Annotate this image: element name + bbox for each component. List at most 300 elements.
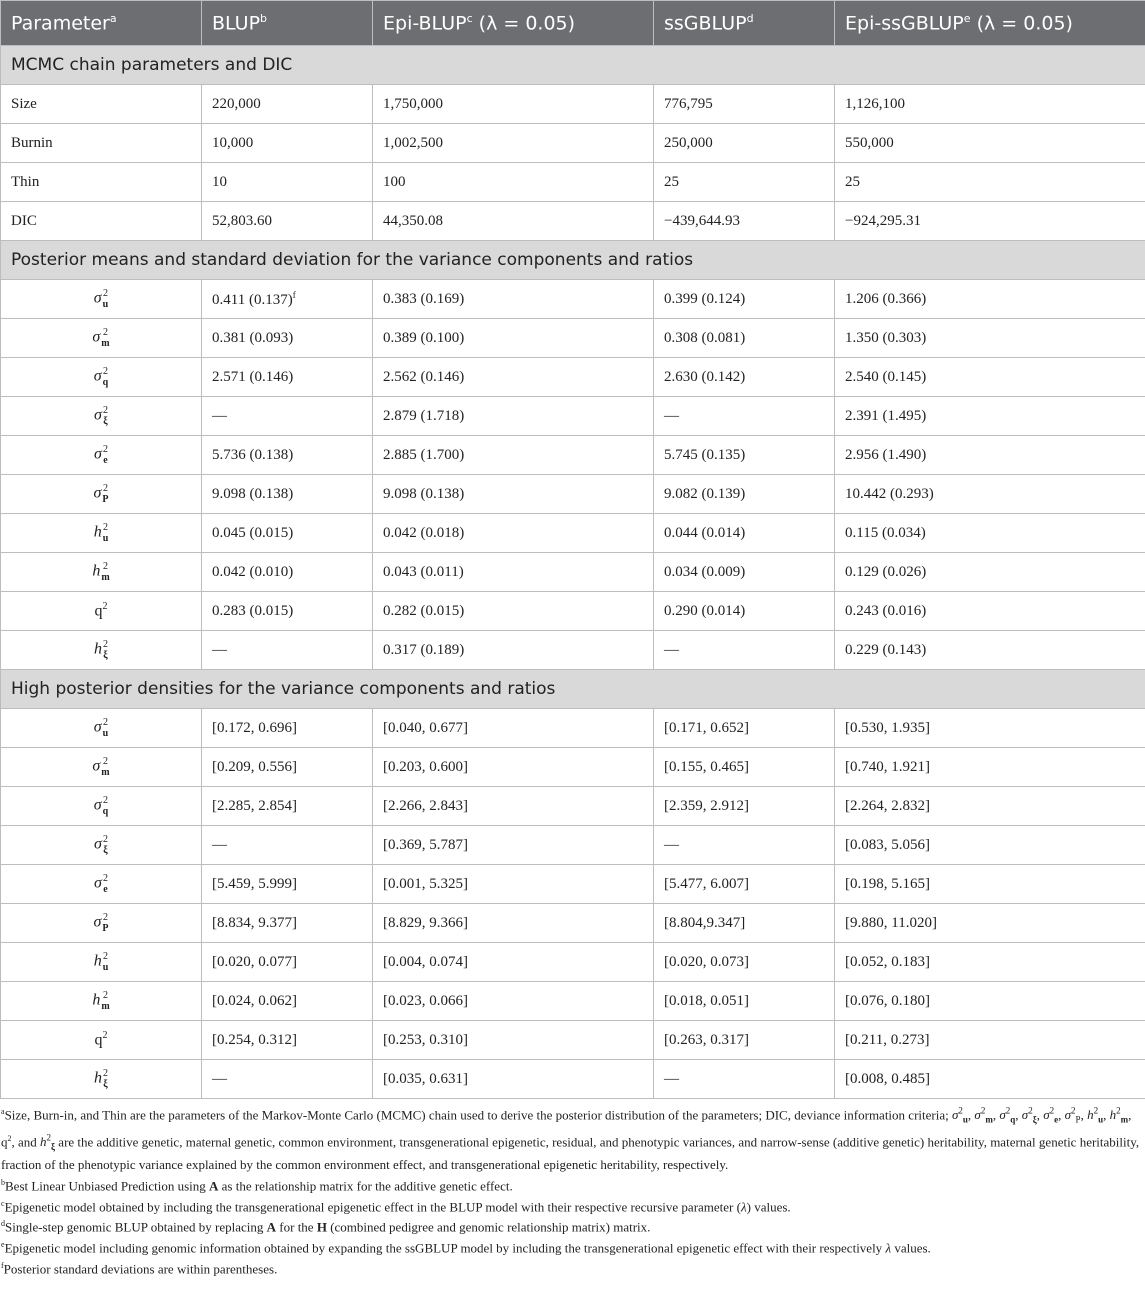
value-cell	[373, 124, 654, 163]
value-cell	[654, 514, 835, 553]
value-cell	[202, 592, 373, 631]
parameter-symbol-cell	[1, 475, 202, 514]
value-cell	[835, 787, 1145, 826]
value-cell	[373, 592, 654, 631]
symbol-superscript: 2	[103, 1068, 108, 1079]
column-header-footnote-mark: b	[260, 11, 268, 25]
footnote-e: $^e$Epigenetic model including genomic information obtained by expanding the ssGBLUP model by including the transgenerational epigenetic effect with their respectively λ values.	[1, 1240, 931, 1256]
parameter-symbol-cell	[1, 1060, 202, 1099]
value-cell	[202, 631, 373, 670]
symbol-superscript: 2	[102, 327, 108, 338]
parameter-symbol	[92, 327, 109, 349]
value-text: 2.630 (0.142)	[664, 368, 746, 385]
value-cell	[373, 358, 654, 397]
symbol-superscript: 2	[102, 717, 108, 728]
value-cell	[654, 85, 835, 124]
value-text: 25	[664, 173, 679, 190]
symbol-subscript: P	[102, 923, 109, 934]
symbol-base: q	[94, 602, 103, 620]
value-text: [9.880, 11.020]	[845, 914, 937, 931]
column-header	[202, 1, 373, 46]
symbol-subscript: m	[101, 572, 110, 583]
footnotes	[0, 1099, 1145, 1278]
section-title: High posterior densities for the variance components and ratios	[1, 670, 1145, 709]
value-cell	[835, 1060, 1145, 1099]
value-text: [0.211, 0.273]	[845, 1031, 930, 1048]
value-cell	[373, 904, 654, 943]
symbol-subscript: ξ	[103, 416, 108, 427]
table-row	[1, 475, 1145, 514]
value-text: [2.264, 2.832]	[845, 797, 930, 814]
value-text: [0.024, 0.062]	[212, 992, 297, 1009]
column-header-footnote-mark: d	[746, 11, 754, 25]
value-cell	[654, 163, 835, 202]
value-cell	[835, 826, 1145, 865]
footnote-a: $^a$Size, Burn-in, and Thin are the parameters of the Markov-Monte Carlo (MCMC) chain used to derive the posterior distribution of the parameters; DIC, deviance information criteria; $\sigma^2_u$, $\sigma^2_m$, $\sigma^2_q$, $\sigma^2_\xi$, $\sigma^2_e$, $\sigma^2_P$, $h^2_u$, $h^2_m$, $q^2$, and $h^2_\xi$ are the additive genetic, maternal genetic, common environment, transgenerational epigenetic, residual, and phenotypic variances, and narrow-sense (additive genetic) heritability, maternal genetic heritability, fraction of the phenotypic variance explained by the common environment effect, and transgenerational epigenetic heritability, respectively.	[1, 1106, 1140, 1173]
value-cell	[373, 202, 654, 241]
symbol-superscript: 2	[103, 522, 108, 533]
value-cell	[654, 943, 835, 982]
parameter-symbol	[94, 951, 109, 973]
value-text: 0.383 (0.169)	[383, 290, 465, 307]
value-text: [0.172, 0.696]	[212, 719, 297, 736]
value-cell	[202, 436, 373, 475]
value-cell	[202, 943, 373, 982]
symbol-superscript: 2	[102, 601, 108, 613]
parameter-symbol-cell	[1, 709, 202, 748]
value-cell	[202, 280, 373, 319]
column-header-label: ssGBLUP	[664, 12, 747, 35]
column-header-footnote-mark: c	[466, 11, 473, 25]
table-row	[1, 553, 1145, 592]
symbol-base: σ	[93, 367, 102, 385]
parameter-symbol-cell	[1, 982, 202, 1021]
table-row	[1, 826, 1145, 865]
value-text: [8.804,9.347]	[664, 914, 746, 931]
symbol-base: σ	[93, 718, 102, 736]
parameter-symbol	[94, 717, 108, 739]
value-cell	[202, 709, 373, 748]
parameter-symbol-cell	[1, 904, 202, 943]
value-cell	[373, 553, 654, 592]
section-header-row	[1, 46, 1145, 85]
symbol-base: σ	[94, 874, 102, 892]
value-cell	[373, 982, 654, 1021]
column-header-label: Parameter	[11, 12, 110, 35]
value-text: 2.956 (1.490)	[845, 446, 927, 463]
value-cell	[835, 319, 1145, 358]
value-cell	[373, 631, 654, 670]
value-text: 5.736 (0.138)	[212, 446, 294, 463]
value-text: 2.391 (1.495)	[845, 407, 927, 424]
symbol-subscript: u	[102, 299, 109, 310]
value-text: [8.834, 9.377]	[212, 914, 297, 931]
symbol-superscript: 2	[103, 639, 108, 650]
value-cell	[654, 202, 835, 241]
value-cell	[202, 748, 373, 787]
value-cell	[835, 709, 1145, 748]
value-text: [0.018, 0.051]	[664, 992, 749, 1009]
value-cell	[654, 865, 835, 904]
symbol-base: h	[92, 562, 101, 580]
parameter-symbol-cell	[1, 631, 202, 670]
table-row	[1, 202, 1145, 241]
value-text: 2.879 (1.718)	[383, 407, 465, 424]
table-row	[1, 397, 1145, 436]
value-text: 0.042 (0.010)	[212, 563, 294, 580]
value-text: [8.829, 9.366]	[383, 914, 468, 931]
value-cell	[835, 475, 1145, 514]
value-cell	[835, 514, 1145, 553]
value-cell	[373, 748, 654, 787]
value-cell	[373, 826, 654, 865]
value-text: 0.290 (0.014)	[664, 602, 746, 619]
column-header	[1, 1, 202, 46]
value-text: [5.459, 5.999]	[212, 875, 297, 892]
parameter-symbol	[94, 522, 109, 544]
parameter-symbol-cell	[1, 592, 202, 631]
footnote-mark: f	[292, 289, 296, 300]
value-text: 0.399 (0.124)	[664, 290, 746, 307]
table-row	[1, 709, 1145, 748]
symbol-superscript: 2	[102, 1030, 108, 1042]
value-cell	[654, 280, 835, 319]
table-body	[1, 46, 1145, 1099]
parameter-symbol	[95, 601, 108, 620]
parameter-symbol-cell	[1, 865, 202, 904]
parameter-symbol	[94, 444, 108, 466]
table-row	[1, 85, 1145, 124]
symbol-superscript: 2	[103, 951, 108, 962]
parameter-symbol-cell	[1, 553, 202, 592]
value-text: 0.034 (0.009)	[664, 563, 746, 580]
value-cell	[835, 904, 1145, 943]
value-text: 9.098 (0.138)	[383, 485, 465, 502]
symbol-superscript: 2	[102, 912, 108, 923]
value-text: [0.040, 0.677]	[383, 719, 468, 736]
value-cell	[654, 475, 835, 514]
column-header-footnote-mark: a	[109, 11, 117, 25]
value-cell	[202, 1060, 373, 1099]
parameter-symbol	[94, 873, 108, 895]
value-text: 0.042 (0.018)	[383, 524, 465, 541]
footnote-b: $^b$Best Linear Unbiased Prediction using A as the relationship matrix for the additive genetic effect.	[1, 1177, 513, 1193]
symbol-base: σ	[93, 796, 102, 814]
symbol-subscript: m	[101, 767, 110, 778]
table-row	[1, 982, 1145, 1021]
value-cell	[202, 865, 373, 904]
column-header-label: BLUP	[212, 12, 261, 35]
value-text: 0.043 (0.011)	[383, 563, 464, 580]
value-text: —	[664, 836, 679, 853]
parameter-symbol	[94, 366, 108, 388]
value-cell	[835, 202, 1145, 241]
value-cell	[373, 514, 654, 553]
parameter-symbol-cell	[1, 1021, 202, 1060]
symbol-superscript: 2	[102, 405, 108, 416]
symbol-base: σ	[94, 445, 102, 463]
value-cell	[835, 748, 1145, 787]
footnote-c: $^c$Epigenetic model obtained by including the transgenerational epigenetic effect in the BLUP model with their respective recursive parameter (λ) values.	[1, 1198, 791, 1214]
value-text: [2.359, 2.912]	[664, 797, 749, 814]
value-text: −924,295.31	[845, 212, 921, 229]
value-cell	[654, 709, 835, 748]
parameter-symbol	[94, 639, 108, 661]
value-text: [0.008, 0.485]	[845, 1070, 930, 1087]
value-text: 2.571 (0.146)	[212, 368, 294, 385]
value-text: [5.477, 6.007]	[664, 875, 749, 892]
parameter-symbol	[94, 288, 108, 310]
value-cell	[202, 904, 373, 943]
table-row	[1, 865, 1145, 904]
value-text: 10.442 (0.293)	[845, 485, 934, 502]
value-text: [2.266, 2.843]	[383, 797, 468, 814]
table-row	[1, 514, 1145, 553]
symbol-subscript: q	[102, 806, 109, 817]
value-cell	[654, 397, 835, 436]
symbol-superscript: 2	[102, 444, 108, 455]
value-text: 10,000	[212, 134, 254, 151]
symbol-subscript: ξ	[103, 1079, 108, 1090]
value-text: 0.115 (0.034)	[845, 524, 926, 541]
value-text: 0.389 (0.100)	[383, 329, 465, 346]
symbol-base: σ	[93, 484, 102, 502]
value-cell	[202, 826, 373, 865]
symbol-base: q	[94, 1031, 103, 1049]
parameter-symbol-cell	[1, 280, 202, 319]
parameter-symbol-cell	[1, 826, 202, 865]
symbol-superscript: 2	[102, 366, 108, 377]
parameter-symbol-cell	[1, 748, 202, 787]
value-cell	[654, 748, 835, 787]
symbol-base: σ	[94, 835, 102, 853]
table-row	[1, 904, 1145, 943]
value-cell	[373, 709, 654, 748]
value-text: [0.023, 0.066]	[383, 992, 468, 1009]
value-cell	[835, 85, 1145, 124]
value-text: 0.411 (0.137)	[212, 291, 293, 308]
value-text: [0.209, 0.556]	[212, 758, 297, 775]
value-cell	[373, 475, 654, 514]
symbol-base: h	[94, 640, 102, 658]
value-text: [0.155, 0.465]	[664, 758, 749, 775]
section-title: MCMC chain parameters and DIC	[1, 46, 1145, 85]
value-text: 2.885 (1.700)	[383, 446, 465, 463]
column-header-label: Epi-ssGBLUP	[845, 12, 964, 35]
parameter-symbol	[94, 834, 108, 856]
value-text: 9.098 (0.138)	[212, 485, 294, 502]
column-header	[373, 1, 654, 46]
table-row	[1, 163, 1145, 202]
value-cell	[654, 1060, 835, 1099]
value-text: [0.020, 0.077]	[212, 953, 297, 970]
value-cell	[202, 982, 373, 1021]
parameter-symbol	[94, 405, 108, 427]
value-cell	[202, 514, 373, 553]
parameter-symbol-cell	[1, 787, 202, 826]
value-cell	[373, 436, 654, 475]
value-cell	[373, 85, 654, 124]
value-cell	[373, 1060, 654, 1099]
header-row	[1, 1, 1145, 46]
value-cell	[654, 826, 835, 865]
value-text: —	[212, 407, 227, 424]
value-text: 0.229 (0.143)	[845, 641, 927, 658]
symbol-subscript: m	[101, 338, 110, 349]
value-text: 0.045 (0.015)	[212, 524, 294, 541]
symbol-superscript: 2	[102, 795, 108, 806]
value-cell	[202, 1021, 373, 1060]
value-cell	[835, 982, 1145, 1021]
symbol-superscript: 2	[102, 834, 108, 845]
parameter-symbol	[92, 756, 109, 778]
value-text: −439,644.93	[664, 212, 740, 229]
value-cell	[202, 319, 373, 358]
value-cell	[373, 319, 654, 358]
table-row	[1, 1021, 1145, 1060]
value-text: [0.203, 0.600]	[383, 758, 468, 775]
section-header-row	[1, 241, 1145, 280]
symbol-subscript: q	[102, 377, 109, 388]
value-text: 550,000	[845, 134, 894, 151]
value-cell	[202, 358, 373, 397]
value-cell	[202, 475, 373, 514]
parameter-symbol	[94, 1068, 108, 1090]
value-text: 0.044 (0.014)	[664, 524, 746, 541]
value-cell	[202, 124, 373, 163]
symbol-subscript: ξ	[103, 845, 108, 856]
value-text: 44,350.08	[383, 212, 443, 229]
value-cell	[202, 397, 373, 436]
value-text: —	[212, 641, 227, 658]
value-cell	[835, 124, 1145, 163]
parameter-symbol	[94, 912, 109, 934]
symbol-subscript: u	[102, 728, 109, 739]
value-text: 2.562 (0.146)	[383, 368, 465, 385]
value-text: [0.171, 0.652]	[664, 719, 749, 736]
value-text: 220,000	[212, 95, 261, 112]
symbol-base: h	[92, 991, 101, 1009]
value-text: [0.083, 5.056]	[845, 836, 930, 853]
value-text: 1.350 (0.303)	[845, 329, 927, 346]
section-title: Posterior means and standard deviation for the variance components and ratios	[1, 241, 1145, 280]
value-text: 10	[212, 173, 227, 190]
parameter-symbol	[94, 795, 108, 817]
parameter-cell: Thin	[1, 163, 202, 202]
value-cell	[654, 124, 835, 163]
parameter-symbol-cell	[1, 514, 202, 553]
value-text: [0.076, 0.180]	[845, 992, 930, 1009]
value-cell	[654, 904, 835, 943]
value-text: 0.129 (0.026)	[845, 563, 927, 580]
symbol-subscript: u	[102, 962, 109, 973]
footnote-d: $^d$Single-step genomic BLUP obtained by replacing A for the H (combined pedigree and genomic relationship matrix) matrix.	[1, 1219, 651, 1235]
value-cell	[835, 943, 1145, 982]
value-cell	[835, 163, 1145, 202]
column-header-footnote-mark: e	[963, 11, 971, 25]
value-text: 2.540 (0.145)	[845, 368, 927, 385]
table-row	[1, 124, 1145, 163]
symbol-subscript: P	[102, 494, 109, 505]
parameter-cell: Size	[1, 85, 202, 124]
value-text: 1,126,100	[845, 95, 905, 112]
value-cell	[373, 280, 654, 319]
symbol-superscript: 2	[102, 756, 108, 767]
value-text: 9.082 (0.139)	[664, 485, 746, 502]
parameter-symbol-cell	[1, 397, 202, 436]
value-cell	[373, 943, 654, 982]
value-text: —	[212, 836, 227, 853]
footnote-f: $^f$Posterior standard deviations are within parentheses.	[1, 1261, 278, 1277]
column-header	[654, 1, 835, 46]
symbol-base: σ	[92, 328, 101, 346]
value-text: [0.530, 1.935]	[845, 719, 930, 736]
symbol-superscript: 2	[102, 873, 108, 884]
parameter-symbol	[95, 1030, 108, 1049]
symbol-subscript: ξ	[103, 650, 108, 661]
value-cell	[835, 358, 1145, 397]
value-text: 0.308 (0.081)	[664, 329, 746, 346]
value-text: [0.035, 0.631]	[383, 1070, 468, 1087]
value-text: —	[212, 1070, 227, 1087]
table-row	[1, 319, 1145, 358]
value-text: [0.052, 0.183]	[845, 953, 930, 970]
value-text: [0.198, 5.165]	[845, 875, 930, 892]
value-cell	[373, 865, 654, 904]
parameter-symbol	[92, 561, 109, 583]
symbol-subscript: m	[101, 1001, 110, 1012]
value-cell	[202, 787, 373, 826]
value-text: —	[664, 641, 679, 658]
value-text: 0.381 (0.093)	[212, 329, 294, 346]
value-cell	[373, 397, 654, 436]
value-text: 100	[383, 173, 406, 190]
value-cell	[835, 436, 1145, 475]
value-cell	[835, 553, 1145, 592]
symbol-superscript: 2	[103, 990, 108, 1001]
value-cell	[373, 163, 654, 202]
parameter-symbol	[94, 483, 109, 505]
value-text: [0.253, 0.310]	[383, 1031, 468, 1048]
value-text: [0.369, 5.787]	[383, 836, 468, 853]
value-cell	[835, 397, 1145, 436]
column-header-lambda: (λ = 0.05)	[472, 12, 576, 35]
value-cell	[373, 1021, 654, 1060]
value-text: [0.740, 1.921]	[845, 758, 930, 775]
value-text: —	[664, 1070, 679, 1087]
value-text: 5.745 (0.135)	[664, 446, 746, 463]
value-cell	[654, 982, 835, 1021]
parameter-symbol-cell	[1, 943, 202, 982]
value-cell	[835, 1021, 1145, 1060]
parameter-symbol-cell	[1, 436, 202, 475]
column-header-label: Epi-BLUP	[383, 12, 467, 35]
value-text: 1,002,500	[383, 134, 443, 151]
value-cell	[654, 631, 835, 670]
symbol-superscript: 2	[102, 288, 108, 299]
symbol-base: σ	[92, 757, 101, 775]
value-text: [0.263, 0.317]	[664, 1031, 749, 1048]
column-header-lambda: (λ = 0.05)	[970, 12, 1073, 35]
value-text: 0.317 (0.189)	[383, 641, 465, 658]
value-cell	[654, 358, 835, 397]
value-cell	[202, 163, 373, 202]
parameter-symbol	[92, 990, 109, 1012]
table-row	[1, 358, 1145, 397]
table-row	[1, 787, 1145, 826]
value-cell	[835, 592, 1145, 631]
value-text: [0.001, 5.325]	[383, 875, 468, 892]
